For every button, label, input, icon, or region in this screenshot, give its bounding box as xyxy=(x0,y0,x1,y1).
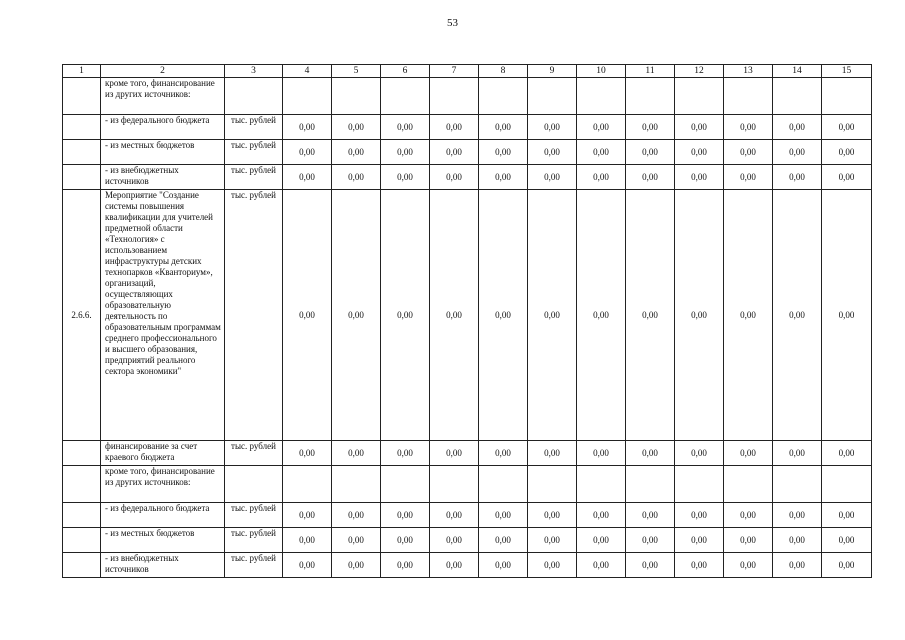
value-cell: 0,00 xyxy=(283,140,332,165)
value-cell: 0,00 xyxy=(577,528,626,553)
row-number-cell xyxy=(63,553,101,578)
unit-cell xyxy=(225,78,283,115)
value-cell: 0,00 xyxy=(430,441,479,466)
value-cell: 0,00 xyxy=(724,503,773,528)
unit-cell: тыс. рублей xyxy=(225,441,283,466)
value-cell xyxy=(822,78,872,115)
unit-cell: тыс. рублей xyxy=(225,503,283,528)
value-cell: 0,00 xyxy=(528,190,577,441)
value-cell: 0,00 xyxy=(332,140,381,165)
value-cell xyxy=(283,466,332,503)
table-row xyxy=(63,78,872,115)
table-row xyxy=(63,140,872,165)
value-cell: 0,00 xyxy=(577,553,626,578)
value-cell: 0,00 xyxy=(381,528,430,553)
value-cell xyxy=(381,78,430,115)
value-cell: 0,00 xyxy=(381,140,430,165)
value-cell: 0,00 xyxy=(479,115,528,140)
unit-cell: тыс. рублей xyxy=(225,553,283,578)
description-cell: - из федерального бюджета xyxy=(101,503,225,528)
table-row xyxy=(63,466,872,503)
unit-cell: тыс. рублей xyxy=(225,165,283,190)
value-cell: 0,00 xyxy=(822,441,872,466)
description-cell: - из местных бюджетов xyxy=(101,140,225,165)
value-cell: 0,00 xyxy=(332,528,381,553)
value-cell: 0,00 xyxy=(479,165,528,190)
value-cell: 0,00 xyxy=(724,115,773,140)
unit-cell xyxy=(225,466,283,503)
value-cell: 0,00 xyxy=(381,503,430,528)
value-cell: 0,00 xyxy=(773,441,822,466)
row-number-cell xyxy=(63,466,101,503)
table-row xyxy=(63,165,872,190)
value-cell: 0,00 xyxy=(773,553,822,578)
description-cell: кроме того, финансирование из других источников: xyxy=(101,466,225,503)
value-cell: 0,00 xyxy=(577,115,626,140)
value-cell: 0,00 xyxy=(724,528,773,553)
value-cell: 0,00 xyxy=(724,190,773,441)
value-cell: 0,00 xyxy=(773,140,822,165)
description-cell: - из местных бюджетов xyxy=(101,528,225,553)
value-cell xyxy=(430,466,479,503)
table-row xyxy=(63,115,872,140)
value-cell: 0,00 xyxy=(332,441,381,466)
value-cell: 0,00 xyxy=(430,503,479,528)
column-header: 10 xyxy=(577,65,626,78)
unit-cell: тыс. рублей xyxy=(225,528,283,553)
value-cell: 0,00 xyxy=(381,553,430,578)
value-cell: 0,00 xyxy=(675,553,724,578)
value-cell: 0,00 xyxy=(283,528,332,553)
value-cell: 0,00 xyxy=(822,528,872,553)
value-cell xyxy=(528,466,577,503)
value-cell xyxy=(626,466,675,503)
value-cell: 0,00 xyxy=(724,140,773,165)
value-cell: 0,00 xyxy=(577,503,626,528)
description-cell: Мероприятие "Создание системы повышения квалификации для учителей предметной области «Технология» с использованием инфраструктуры детских технопарков «Кванториум», организаций, осуществляющих образовательную деятельность по образовательным программам среднего профессионального и высшего образования, предприятий реального сектора экономики" xyxy=(101,190,225,441)
page-number: 53 xyxy=(447,17,458,29)
value-cell: 0,00 xyxy=(479,503,528,528)
value-cell: 0,00 xyxy=(283,503,332,528)
table-row xyxy=(63,190,872,441)
unit-cell: тыс. рублей xyxy=(225,115,283,140)
value-cell: 0,00 xyxy=(822,553,872,578)
row-number-cell: 2.6.6. xyxy=(63,190,101,441)
value-cell: 0,00 xyxy=(577,140,626,165)
value-cell: 0,00 xyxy=(528,503,577,528)
column-header: 8 xyxy=(479,65,528,78)
value-cell: 0,00 xyxy=(773,165,822,190)
value-cell: 0,00 xyxy=(528,553,577,578)
value-cell: 0,00 xyxy=(773,190,822,441)
value-cell: 0,00 xyxy=(626,553,675,578)
value-cell: 0,00 xyxy=(528,140,577,165)
value-cell: 0,00 xyxy=(577,190,626,441)
value-cell: 0,00 xyxy=(675,190,724,441)
value-cell: 0,00 xyxy=(332,503,381,528)
value-cell: 0,00 xyxy=(332,115,381,140)
value-cell: 0,00 xyxy=(430,553,479,578)
value-cell xyxy=(724,466,773,503)
column-header: 7 xyxy=(430,65,479,78)
row-number-cell xyxy=(63,441,101,466)
value-cell: 0,00 xyxy=(430,165,479,190)
table-row xyxy=(63,441,872,466)
value-cell: 0,00 xyxy=(626,441,675,466)
value-cell: 0,00 xyxy=(283,553,332,578)
value-cell: 0,00 xyxy=(430,528,479,553)
value-cell xyxy=(675,78,724,115)
row-number-cell xyxy=(63,528,101,553)
value-cell: 0,00 xyxy=(381,441,430,466)
value-cell: 0,00 xyxy=(626,503,675,528)
value-cell xyxy=(283,78,332,115)
value-cell: 0,00 xyxy=(283,115,332,140)
value-cell xyxy=(332,78,381,115)
value-cell xyxy=(577,78,626,115)
value-cell xyxy=(822,466,872,503)
table-body xyxy=(63,65,872,578)
description-cell: - из федерального бюджета xyxy=(101,115,225,140)
column-header: 12 xyxy=(675,65,724,78)
value-cell xyxy=(577,466,626,503)
description-cell: - из внебюджетных источников xyxy=(101,165,225,190)
value-cell: 0,00 xyxy=(528,165,577,190)
column-header: 15 xyxy=(822,65,872,78)
value-cell: 0,00 xyxy=(479,553,528,578)
value-cell: 0,00 xyxy=(283,165,332,190)
value-cell: 0,00 xyxy=(773,503,822,528)
value-cell: 0,00 xyxy=(479,140,528,165)
table-row xyxy=(63,528,872,553)
value-cell xyxy=(724,78,773,115)
description-cell: - из внебюджетных источников xyxy=(101,553,225,578)
value-cell: 0,00 xyxy=(675,503,724,528)
row-number-cell xyxy=(63,115,101,140)
value-cell: 0,00 xyxy=(822,140,872,165)
value-cell: 0,00 xyxy=(479,190,528,441)
value-cell: 0,00 xyxy=(724,441,773,466)
value-cell: 0,00 xyxy=(430,190,479,441)
value-cell: 0,00 xyxy=(332,553,381,578)
value-cell xyxy=(479,466,528,503)
value-cell: 0,00 xyxy=(675,165,724,190)
value-cell: 0,00 xyxy=(430,115,479,140)
row-number-cell xyxy=(63,165,101,190)
column-header: 14 xyxy=(773,65,822,78)
value-cell xyxy=(332,466,381,503)
description-cell: кроме того, финансирование из других источников: xyxy=(101,78,225,115)
value-cell: 0,00 xyxy=(675,528,724,553)
value-cell: 0,00 xyxy=(724,553,773,578)
value-cell: 0,00 xyxy=(332,190,381,441)
value-cell: 0,00 xyxy=(626,115,675,140)
unit-cell: тыс. рублей xyxy=(225,190,283,441)
value-cell: 0,00 xyxy=(675,140,724,165)
value-cell: 0,00 xyxy=(822,165,872,190)
column-header: 1 xyxy=(63,65,101,78)
column-header: 3 xyxy=(225,65,283,78)
value-cell xyxy=(381,466,430,503)
value-cell: 0,00 xyxy=(822,115,872,140)
row-number-cell xyxy=(63,140,101,165)
value-cell: 0,00 xyxy=(626,190,675,441)
value-cell: 0,00 xyxy=(528,441,577,466)
value-cell: 0,00 xyxy=(675,441,724,466)
table-row xyxy=(63,503,872,528)
column-header: 5 xyxy=(332,65,381,78)
value-cell: 0,00 xyxy=(283,190,332,441)
value-cell xyxy=(773,466,822,503)
value-cell: 0,00 xyxy=(430,140,479,165)
value-cell: 0,00 xyxy=(773,528,822,553)
table-header-row xyxy=(63,65,872,78)
description-cell: финансирование за счет краевого бюджета xyxy=(101,441,225,466)
value-cell: 0,00 xyxy=(381,190,430,441)
column-header: 6 xyxy=(381,65,430,78)
value-cell: 0,00 xyxy=(283,441,332,466)
value-cell: 0,00 xyxy=(626,165,675,190)
column-header: 9 xyxy=(528,65,577,78)
value-cell: 0,00 xyxy=(528,115,577,140)
value-cell: 0,00 xyxy=(479,441,528,466)
value-cell: 0,00 xyxy=(381,115,430,140)
column-header: 4 xyxy=(283,65,332,78)
value-cell: 0,00 xyxy=(773,115,822,140)
column-header: 2 xyxy=(101,65,225,78)
row-number-cell xyxy=(63,78,101,115)
value-cell xyxy=(528,78,577,115)
column-header: 11 xyxy=(626,65,675,78)
value-cell: 0,00 xyxy=(528,528,577,553)
value-cell xyxy=(626,78,675,115)
value-cell: 0,00 xyxy=(822,190,872,441)
value-cell: 0,00 xyxy=(626,528,675,553)
value-cell xyxy=(675,466,724,503)
value-cell xyxy=(430,78,479,115)
value-cell: 0,00 xyxy=(822,503,872,528)
table-row xyxy=(63,553,872,578)
value-cell xyxy=(773,78,822,115)
column-header: 13 xyxy=(724,65,773,78)
value-cell: 0,00 xyxy=(479,528,528,553)
unit-cell: тыс. рублей xyxy=(225,140,283,165)
row-number-cell xyxy=(63,503,101,528)
value-cell: 0,00 xyxy=(626,140,675,165)
value-cell: 0,00 xyxy=(675,115,724,140)
value-cell xyxy=(479,78,528,115)
value-cell: 0,00 xyxy=(577,441,626,466)
value-cell: 0,00 xyxy=(332,165,381,190)
budget-table xyxy=(62,64,872,578)
value-cell: 0,00 xyxy=(724,165,773,190)
value-cell: 0,00 xyxy=(577,165,626,190)
value-cell: 0,00 xyxy=(381,165,430,190)
